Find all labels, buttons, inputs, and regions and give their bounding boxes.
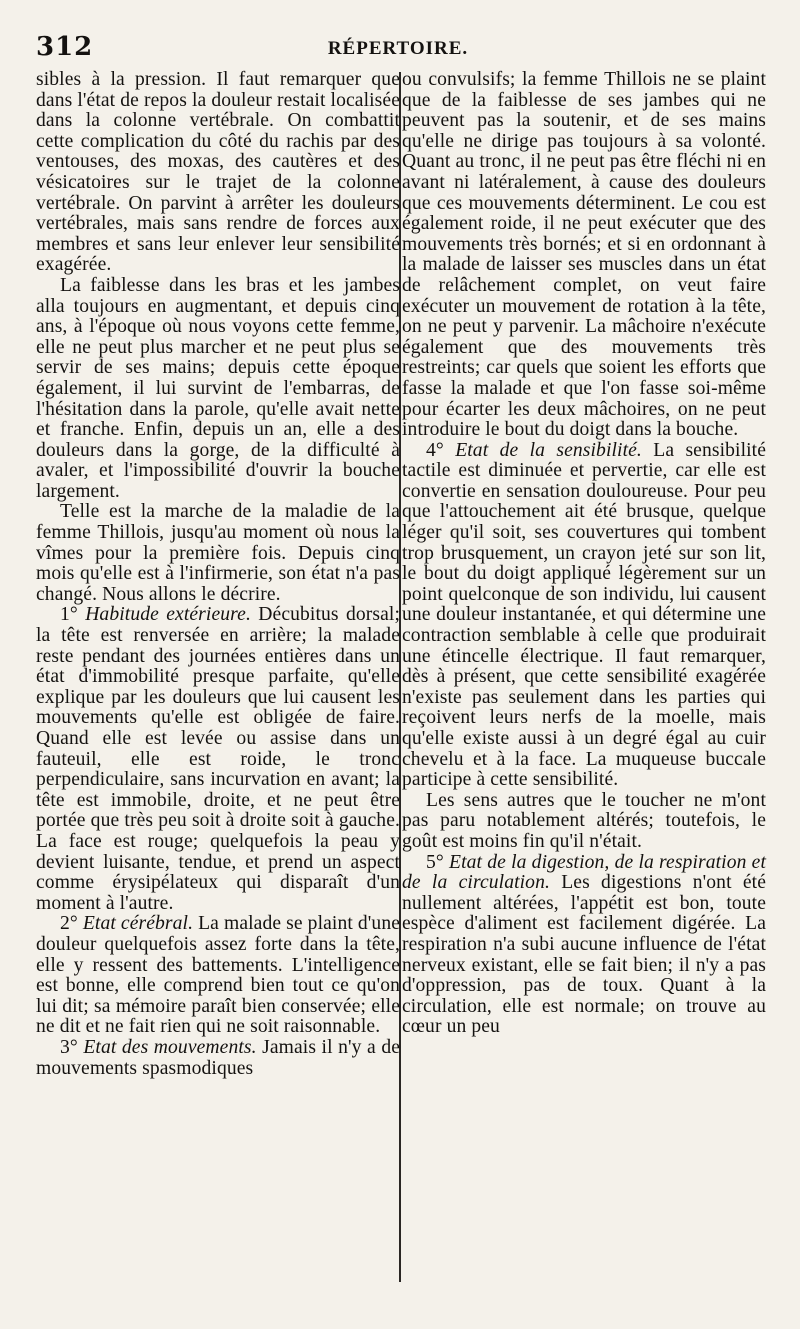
- page-number: 312: [36, 32, 94, 62]
- running-title: RÉPERTOIRE.: [327, 38, 469, 59]
- section-number: 1°: [60, 604, 78, 626]
- section-number: 4°: [426, 439, 444, 461]
- paragraph: [36, 502, 400, 605]
- paragraph-text: Jamais il n'y a de mouvements spasmodiques: [36, 1036, 401, 1079]
- section-heading: Etat de la digestion, de la respiration et de la circulation.: [402, 851, 767, 894]
- paragraph-text: Décubitus dorsal; la tête est renversée en arrière; la malade reste pendant des journées entières dans un état d'immobilité presque parfaite, qu'elle explique par les douleurs que lui causent les mouvements qu'elle est obligée de faire. Quand elle est levée ou assise dans un fauteuil, elle est roide, le tronc perpendiculaire, sans incurvation en avant; la tête est immobile, droite, et ne peut être portée que très peu soit à droite soit à gauche. La face est rouge; quelquefois la peau y devient luisante, tendue, et prend un aspect comme érysipélateux qui disparaît d'un moment à l'autre.: [36, 604, 400, 914]
- paragraph-text: Les sens autres que le toucher ne m'ont pas paru notablement altérés; toutefois, le goût est moins fin qu'il n'était.: [402, 789, 766, 852]
- right-column: [402, 70, 766, 1038]
- paragraph: [402, 791, 766, 853]
- section-number: 5°: [426, 851, 444, 873]
- section-heading: Habitude extérieure.: [85, 604, 251, 626]
- paragraph-text: La faiblesse dans les bras et les jambes alla toujours en augmentant, et depuis cinq ans, à l'époque où nous voyons cette femme, elle ne peut plus marcher et ne peut plus se servir de ses mains; depuis cette époque également, il lui survint de l'embarras, de l'hésitation dans la parole, qu'elle avait nette et franche. Enfin, depuis un an, elle a des douleurs dans la gorge, de la difficulté à avaler, et l'impossibilité d'ouvrir la bouche largement.: [36, 274, 400, 502]
- paragraph-text: ou convulsifs; la femme Thillois ne se plaint que de la faiblesse de ses jambes qui ne peuvent pas la soutenir, et de ses mains qu'elle ne dirige pas toujours à sa volonté. Quant au tronc, il ne peut pas être fléchi ni en avant ni latéralement, à cause des douleurs que ces mouvements déterminent. Le cou est également roide, il ne peut exécuter que des mouvements très bornés; et si en ordonnant à la malade de laisser ses muscles dans un état de relâchement complet, on veut faire exécuter un mouvement de rotation à la tête, on ne peut y parvenir. La mâchoire n'exécute également que des mouvements très restreints; car quels que soient les efforts que fasse la malade et que l'on fasse soi-même pour écarter les deux mâchoires, on ne peut introduire le bout du doigt dans la bouche.: [402, 69, 766, 441]
- paragraph-text: Les digestions n'ont été nullement altérées, l'appétit est bon, toute espèce d'aliment est facilement digérée. La respiration n'a subi aucune influence de l'état nerveux existant, elle se fait bien; il n'y a pas d'oppression, pas de toux. Quant à la circulation, elle est normale; on trouve au cœur un peu: [402, 872, 766, 1038]
- section-heading: Etat cérébral.: [82, 913, 194, 935]
- section-paragraph: [402, 853, 766, 1038]
- section-number: 3°: [60, 1036, 78, 1058]
- paragraph-text: La malade se plaint d'une douleur quelquefois assez forte dans la tête, elle y ressent des battements. L'intelligence est bonne, elle comprend bien tout ce qu'on lui dit; sa mémoire paraît bien conservée; elle ne dit et ne fait rien qui ne soit raisonnable.: [36, 913, 401, 1038]
- section-number: 2°: [60, 913, 78, 935]
- paragraph: [402, 70, 766, 441]
- left-column: [36, 70, 400, 1079]
- section-heading: Etat de la sensibilité.: [455, 439, 642, 461]
- section-heading: Etat des mouvements.: [83, 1036, 257, 1058]
- page-header: [36, 32, 760, 68]
- paragraph-text: sibles à la pression. Il faut remarquer que dans l'état de repos la douleur restait localisée dans la colonne vertébrale. On combattit cette complication du côté du rachis par des ventouses, des moxas, des cautères et des vésicatoires sur le trajet de la colonne vertébrale. On parvint à arrêter les douleurs vertébrales, mais sans rendre de forces aux membres et sans leur enlever leur sensibilité exagérée.: [36, 69, 400, 276]
- paragraph-text: La sensibilité tactile est diminuée et pervertie, car elle est convertie en sensation douloureuse. Pour peu que l'attouchement ait été brusque, quelque léger qu'il soit, ses couvertures qui tombent trop brusquement, un crayon jeté sur son lit, le bout du doigt appliqué légèrement sur un point quelconque de son individu, lui causent une douleur instantanée, et qui détermine une contraction semblable à celle que produirait une étincelle électrique. Il faut remarquer, dès à présent, que cette sensibilité exagérée n'existe pas seulement dans les parties qui reçoivent leurs nerfs de la moelle, mais qu'elle existe aussi à un degré égal au cuir chevelu et à la face. La muqueuse buccale participe à cette sensibilité.: [402, 439, 767, 791]
- paragraph: [36, 70, 400, 276]
- section-paragraph: [36, 1038, 400, 1079]
- section-paragraph: [36, 914, 400, 1038]
- paragraph: [36, 276, 400, 503]
- paragraph-text: Telle est la marche de la maladie de la femme Thillois, jusqu'au moment où nous la vîmes pour la première fois. Depuis cinq mois qu'elle est à l'infirmerie, son état n'a pas changé. Nous allons le décrire.: [36, 501, 400, 605]
- section-paragraph: [36, 605, 400, 914]
- section-paragraph: [402, 441, 766, 791]
